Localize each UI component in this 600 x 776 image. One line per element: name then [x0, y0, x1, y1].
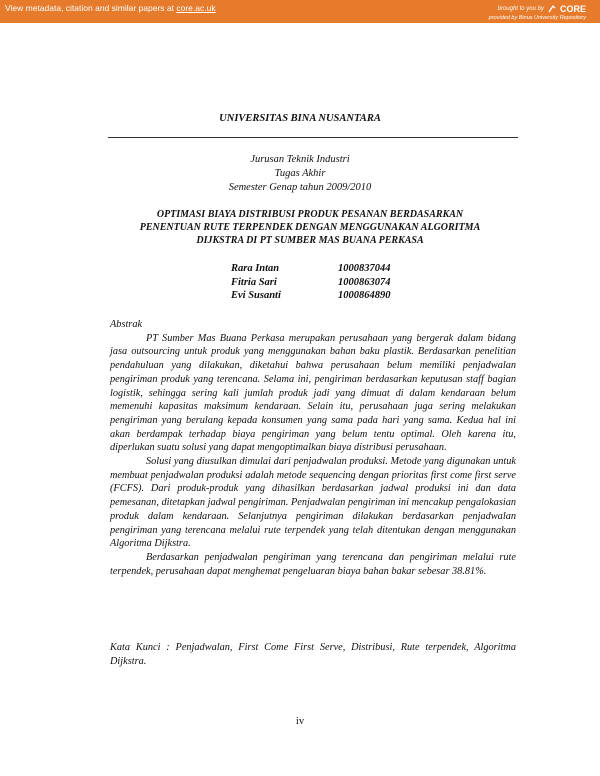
header-rule: [108, 137, 518, 138]
title-line: DIJKSTRA DI PT SUMBER MAS BUANA PERKASA: [196, 235, 424, 246]
author-row: [231, 289, 391, 303]
doc-type: Tugas Akhir: [274, 168, 326, 179]
author-name: Rara Intan: [231, 263, 280, 274]
author-list: [231, 262, 391, 303]
abstract: [110, 318, 516, 578]
abstract-paragraph: Berdasarkan penjadwalan pengiriman yang terencana dan pengiriman melalui rute terpendek, perusahaan dapat menghemat pengeluaran biaya bahan bakar sebesar 38.81%.: [110, 551, 516, 577]
core-link[interactable]: core.ac.uk: [176, 3, 216, 13]
department: Jurusan Teknik Industri: [250, 154, 350, 165]
abstract-paragraph: PT Sumber Mas Buana Perkasa merupakan perusahaan yang bergerak dalam bidang jasa outsourcing untuk produk yang menggunakan bahan baku plastik. Berdasarkan penelitian pendahuluan yang dilakukan, diketahui bahwa perusahaan belum memiliki penjadwalan pengiriman produk yang terencana. Selama ini, pengiriman berdasarkan keputusan staff bagian logistik, sehingga sering kali jumlah produk jadi yang dimuat di dalam kendaraan belum memenuhi kapasitas maksimum kendaraan. Selain itu, perusahaan juga sering melakukan pengiriman yang berulang kepada konsumen yang sama pada hari yang sama. Kedua hal ini akan berdampak terhadap biaya pengiriman yang belum tentu optimal. Oleh karena itu, diperlukan suatu solusi yang dapat mengoptimalkan biaya distribusi perusahaan.: [110, 332, 516, 454]
author-id: 1000863074: [338, 276, 391, 288]
university-name: UNIVERSITAS BINA NUSANTARA: [219, 113, 381, 124]
author-name: Evi Susanti: [231, 290, 281, 301]
abstract-label: Abstrak: [110, 319, 143, 330]
core-metadata-text: [5, 3, 216, 13]
author-id: 1000837044: [338, 263, 391, 274]
author-row: [231, 262, 391, 276]
core-banner: [0, 0, 600, 23]
brought-by: [498, 4, 586, 14]
metadata-label: View metadata, citation and similar papers at: [5, 3, 177, 13]
page-number: iv: [295, 716, 305, 727]
keywords: Kata Kunci : Penjadwalan, First Come First Serve, Distribusi, Rute terpendek, Algoritma Dijkstra.: [110, 642, 516, 667]
core-logo-icon: [547, 4, 557, 14]
author-row: [231, 276, 391, 290]
author-id: 1000864890: [338, 290, 391, 301]
title-line: PENENTUAN RUTE TERPENDEK DENGAN MENGGUNAKAN ALGORITMA: [139, 222, 481, 233]
title-line: OPTIMASI BIAYA DISTRIBUSI PRODUK PESANAN BERDASARKAN: [156, 209, 464, 220]
semester: Semester Genap tahun 2009/2010: [228, 182, 372, 193]
author-name: Fitria Sari: [231, 276, 277, 288]
core-label[interactable]: CORE: [559, 4, 586, 14]
provided-by: provided by Binus University Repository: [488, 15, 586, 21]
paper-title: [110, 208, 510, 247]
brought-by-label: brought to you by: [497, 6, 544, 12]
abstract-paragraph: Solusi yang diusulkan dimulai dari penjadwalan produksi. Metode yang digunakan untuk membuat penjadwalan produksi adalah metode sequencing dengan prioritas first come first serve (FCFS). Dari produk-produk yang dihasilkan berdasarkan jadwal produksi ini dan data pemesanan, ditetapkan jadwal pengiriman. Penjadwalan pengiriman ini mencakup pengalokasian produk dalam kendaraan. Selanjutnya pengiriman dilakukan berdasarkan penjadwalan pengiriman yang terencana melalui rute terpendek yang telah ditentukan dengan menggunakan Algoritma Dijkstra.: [110, 456, 516, 550]
